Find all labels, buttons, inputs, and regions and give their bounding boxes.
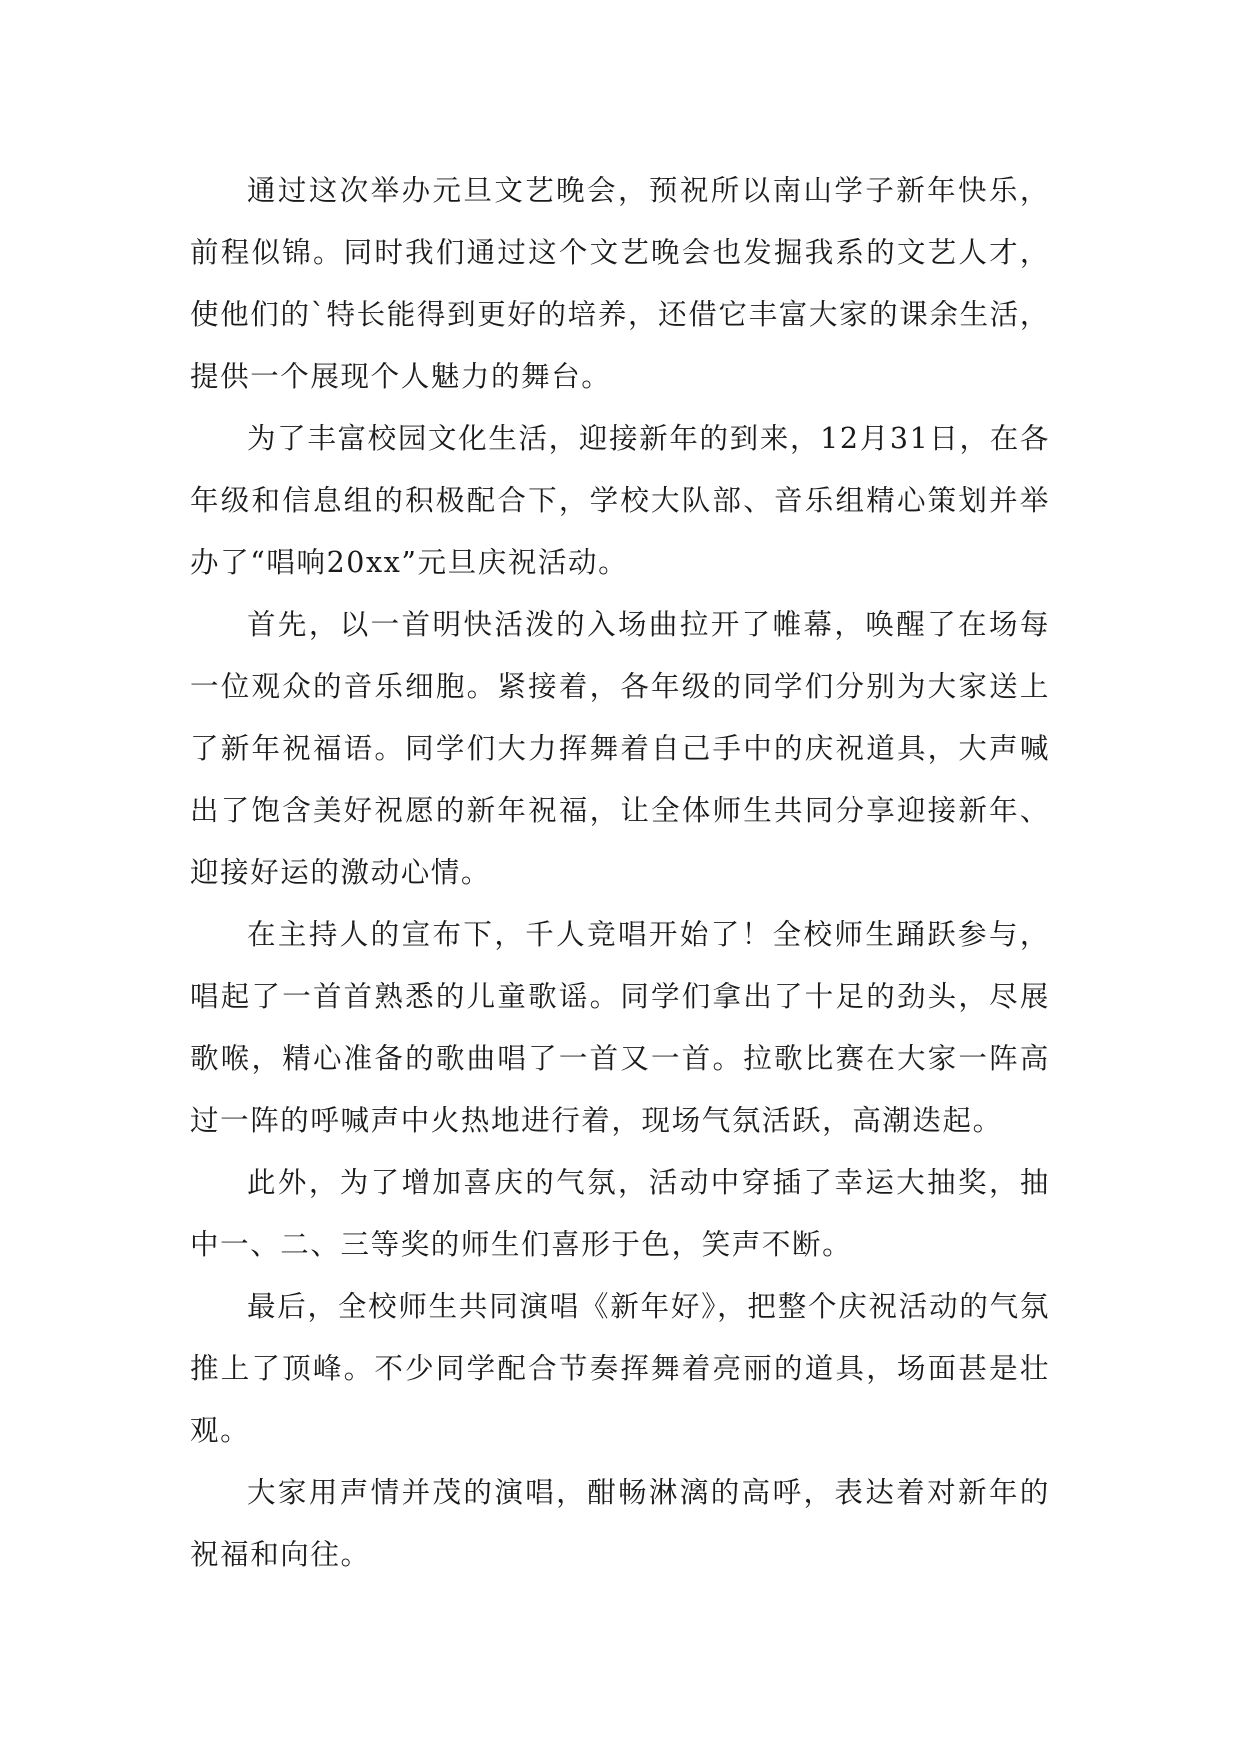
paragraph-6: 最后，全校师生共同演唱《新年好》，把整个庆祝活动的气氛推上了顶峰。不少同学配合节奏挥舞着亮丽的道具，场面甚是壮观。: [190, 1290, 1050, 1447]
paragraph-5: 此外，为了增加喜庆的气氛，活动中穿插了幸运大抽奖，抽中一、二、三等奖的师生们喜形于色，笑声不断。: [190, 1166, 1050, 1261]
paragraph-7: 大家用声情并茂的演唱，酣畅淋漓的高呼，表达着对新年的祝福和向往。: [190, 1476, 1050, 1571]
paragraph-1: 通过这次举办元旦文艺晚会，预祝所以南山学子新年快乐，前程似锦。同时我们通过这个文艺晚会也发掘我系的文艺人才，使他们的`特长能得到更好的培养，还借它丰富大家的课余生活，提供一个展现个人魅力的舞台。: [190, 174, 1050, 393]
paragraph-3: 首先，以一首明快活泼的入场曲拉开了帷幕，唤醒了在场每一位观众的音乐细胞。紧接着，各年级的同学们分别为大家送上了新年祝福语。同学们大力挥舞着自己手中的庆祝道具，大声喊出了饱含美好祝愿的新年祝福，让全体师生共同分享迎接新年、迎接好运的激动心情。: [190, 608, 1050, 889]
document-body: [190, 160, 1050, 1586]
paragraph-2: 为了丰富校园文化生活，迎接新年的到来，12月31日，在各年级和信息组的积极配合下，学校大队部、音乐组精心策划并举办了“唱响20xx”元旦庆祝活动。: [190, 422, 1050, 579]
paragraph-4: 在主持人的宣布下，千人竞唱开始了！全校师生踊跃参与，唱起了一首首熟悉的儿童歌谣。同学们拿出了十足的劲头，尽展歌喉，精心准备的歌曲唱了一首又一首。拉歌比赛在大家一阵高过一阵的呼喊声中火热地进行着，现场气氛活跃，高潮迭起。: [190, 918, 1050, 1137]
